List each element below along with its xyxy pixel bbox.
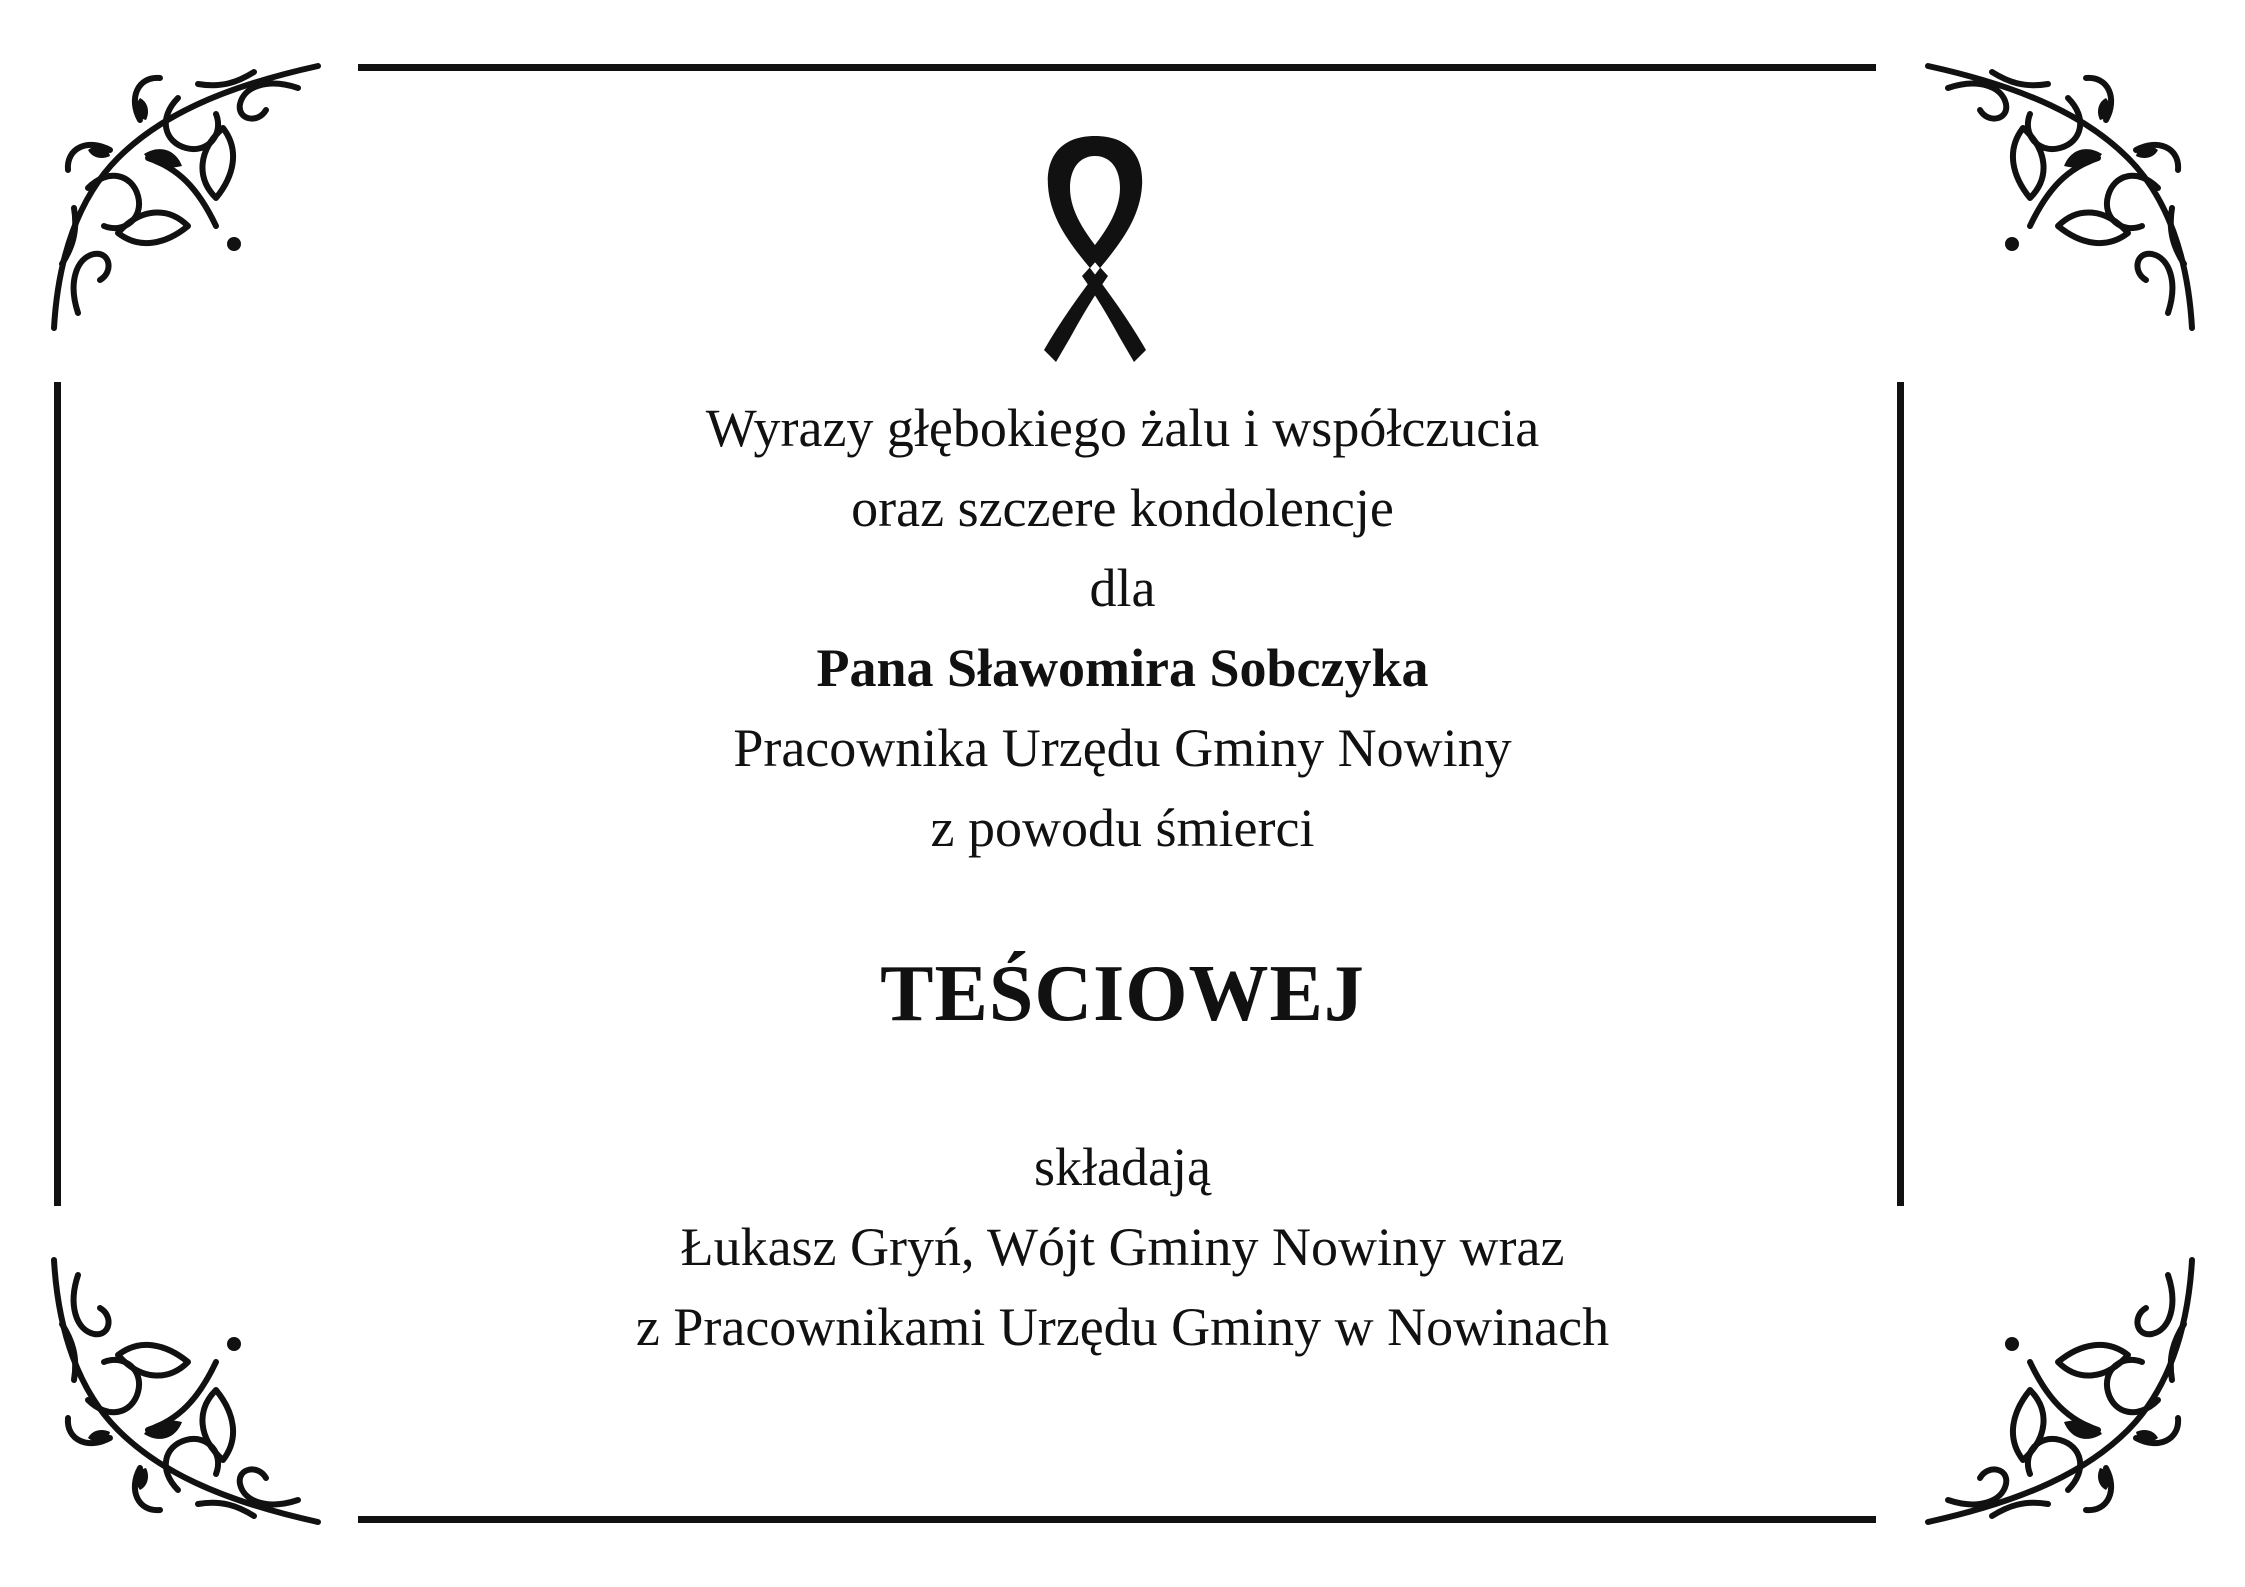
corner-ornament-top-right bbox=[1898, 58, 2198, 358]
corner-ornament-top-left bbox=[48, 58, 348, 358]
message-line-2: oraz szczere kondolencje bbox=[851, 478, 1394, 538]
frame-top-rule bbox=[358, 64, 1876, 71]
recipient-name: Pana Sławomira Sobczyka bbox=[816, 638, 1429, 698]
recipient-role: Pracownika Urzędu Gminy Nowiny bbox=[733, 718, 1512, 778]
signature-line-2: z Pracownikami Urzędu Gminy w Nowinach bbox=[635, 1297, 1610, 1357]
mourning-ribbon-icon bbox=[1030, 136, 1160, 362]
reason-line: z powodu śmierci bbox=[930, 798, 1315, 858]
headline-deceased: TEŚCIOWEJ bbox=[880, 950, 1365, 1038]
message-line-1: Wyrazy głębokiego żalu i współczucia bbox=[705, 398, 1540, 458]
signature-line-1: Łukasz Gryń, Wójt Gminy Nowiny wraz bbox=[680, 1217, 1565, 1277]
signature-block bbox=[0, 1127, 2245, 1367]
frame-bottom-rule bbox=[358, 1516, 1876, 1523]
message-line-3: dla bbox=[1089, 558, 1156, 618]
message-block bbox=[0, 388, 2245, 868]
signature-verb: składają bbox=[1034, 1137, 1211, 1197]
